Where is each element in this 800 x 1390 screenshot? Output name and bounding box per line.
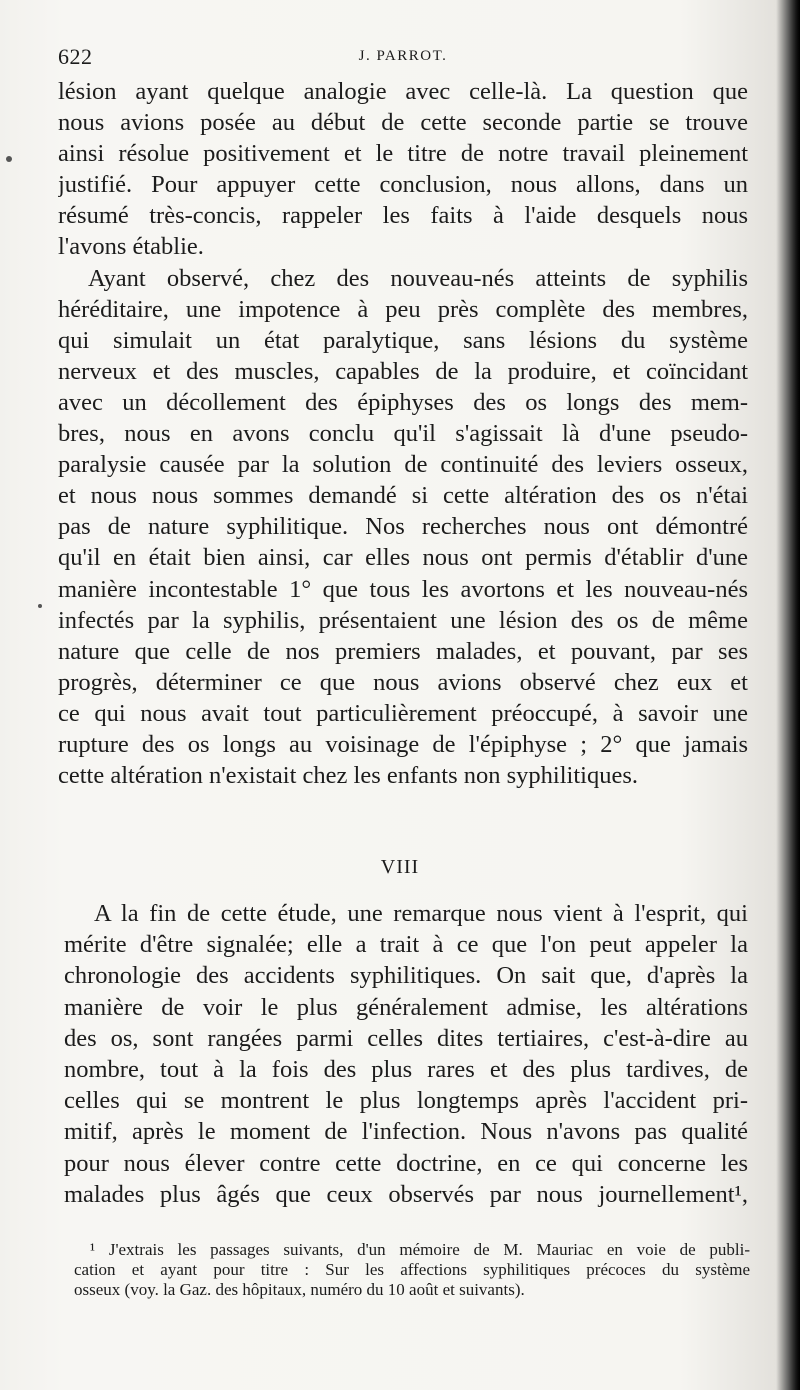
footnotes-block [74, 1240, 750, 1300]
section-heading: VIII [380, 856, 420, 878]
page-number: 622 [58, 44, 93, 69]
text-line: lésion ayant quelque analogie avec celle-là. La question que [58, 78, 748, 105]
text-line: justifié. Pour appuyer cette conclusion, nous allons, dans un [58, 171, 748, 199]
page-header [58, 44, 748, 74]
text-line: héréditaire, une impotence à peu près complète des membres, [58, 295, 748, 323]
main-text-block [58, 76, 748, 791]
footnote-line: cation et ayant pour titre : Sur les affections syphilitiques précoces du système [74, 1260, 750, 1279]
text-line: mérite d'être signalée; elle a trait à ce que l'on peut appeler la [64, 931, 748, 959]
text-line: manière de voir le plus généralement admise, les altérations [64, 993, 748, 1021]
text-line: et nous nous sommes demandé si cette altération des os n'étai [58, 482, 748, 510]
page-edge-shadow [794, 0, 800, 1390]
text-line: l'avons établie. [58, 233, 204, 261]
text-line: mitif, après le moment de l'infection. Nous n'avons pas qualité [64, 1118, 748, 1146]
scan-speck [38, 604, 42, 608]
text-line: paralysie causée par la solution de continuité des leviers osseux, [58, 451, 748, 479]
section-text-block [64, 898, 748, 1210]
text-line: Ayant observé, chez des nouveau-nés atteints de syphilis [88, 264, 748, 292]
text-line: A la fin de cette étude, une remarque nous vient à l'esprit, qui [94, 900, 748, 927]
scan-speck [6, 156, 12, 162]
text-line: nous avions posée au début de cette seconde partie se trouve [58, 109, 748, 137]
text-line: avec un décollement des épiphyses des os longs des mem- [58, 388, 748, 416]
footnote-line: osseux (voy. la Gaz. des hôpitaux, numéro du 10 août et suivants). [74, 1280, 525, 1299]
text-line: progrès, déterminer ce que nous avions observé chez eux et [58, 668, 748, 696]
text-line: pour nous élever contre cette doctrine, en ce qui concerne les [64, 1149, 748, 1177]
text-line: pas de nature syphilitique. Nos recherches nous ont démontré [58, 513, 748, 541]
text-line: qu'il en était bien ainsi, car elles nous ont permis d'établir d'une [58, 544, 748, 572]
text-line: cette altération n'existait chez les enfants non syphilitiques. [58, 762, 638, 790]
text-line: manière incontestable 1° que tous les avortons et les nouveau-nés [58, 575, 748, 603]
text-line: nature que celle de nos premiers malades, et pouvant, par ses [58, 637, 748, 665]
text-line: résumé très-concis, rappeler les faits à l'aide desquels nous [58, 202, 748, 230]
text-line: malades plus âgés que ceux observés par nous journellement¹, [64, 1180, 748, 1208]
text-line: celles qui se montrent le plus longtemps après l'accident pri- [64, 1087, 748, 1115]
text-line: bres, nous en avons conclu qu'il s'agissait là d'une pseudo- [58, 420, 748, 448]
text-line: ce qui nous avait tout particulièrement préoccupé, à savoir une [58, 699, 748, 727]
text-line: rupture des os longs au voisinage de l'épiphyse ; 2° que jamais [58, 730, 748, 758]
text-line: nerveux et des muscles, capables de la produire, et coïncidant [58, 357, 748, 385]
text-line: nombre, tout à la fois des plus rares et des plus tardives, de [64, 1055, 748, 1083]
text-line: des os, sont rangées parmi celles dites tertiaires, c'est-à-dire au [64, 1024, 748, 1052]
text-line: ainsi résolue positivement et le titre de notre travail pleinement [58, 140, 748, 168]
text-line: chronologie des accidents syphilitiques. On sait que, d'après la [64, 962, 748, 990]
text-line: qui simulait un état paralytique, sans lésions du système [58, 326, 748, 354]
footnote-line: ¹ J'extrais les passages suivants, d'un mémoire de M. Mauriac en voie de publi- [90, 1240, 750, 1259]
running-head: J. PARROT. [358, 48, 448, 64]
text-line: infectés par la syphilis, présentaient une lésion des os de même [58, 606, 748, 634]
